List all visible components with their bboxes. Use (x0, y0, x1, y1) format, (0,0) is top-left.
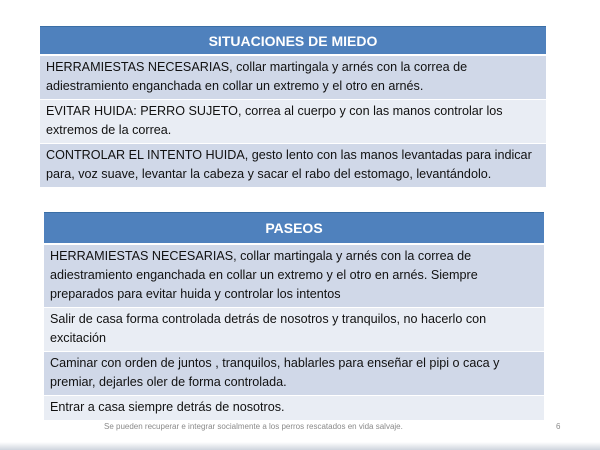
table-row (40, 55, 546, 100)
table-row (44, 396, 544, 421)
table-row (40, 144, 546, 188)
miedo-row-evitar-huida: EVITAR HUIDA: PERRO SUJETO, correa al cuerpo y con las manos controlar los extremos de la correa. (40, 100, 546, 144)
paseos-row-salir: Salir de casa forma controlada detrás de nosotros y tranquilos, no hacerlo con excitación (44, 308, 544, 352)
paseos-table (44, 212, 544, 421)
paseos-row-herramientas: HERRAMIESTAS NECESARIAS, collar martingala y arnés con la correa de adiestramiento enganchada en collar un extremo y el otro en arnés. Siempre preparados para evitar huida y controlar los intentos (44, 244, 544, 308)
paseos-table-title: PASEOS (44, 213, 544, 245)
table-row (44, 308, 544, 352)
miedo-row-controlar-huida: CONTROLAR EL INTENTO HUIDA, gesto lento con las manos levantadas para indicar para, voz suave, levantar la cabeza y sacar el rabo del estomago, levantándolo. (40, 144, 546, 188)
slide-footer: Se pueden recuperar e integrar socialmente a los perros rescatados en vida salvaje. (104, 422, 403, 431)
table-row (44, 244, 544, 308)
slide-bottom-band (0, 442, 600, 450)
paseos-row-caminar: Caminar con orden de juntos , tranquilos, hablarles para enseñar el pipi o caca y premiar, dejarles oler de forma controlada. (44, 352, 544, 396)
miedo-table (40, 26, 546, 188)
miedo-row-herramientas: HERRAMIESTAS NECESARIAS, collar martingala y arnés con la correa de adiestramiento enganchada en collar un extremo y el otro en arnés. (40, 55, 546, 100)
page-number: 6 (556, 422, 561, 431)
table-row (44, 352, 544, 396)
paseos-row-entrar: Entrar a casa siempre detrás de nosotros. (44, 396, 544, 421)
table-row (40, 100, 546, 144)
miedo-table-title: SITUACIONES DE MIEDO (40, 27, 546, 56)
